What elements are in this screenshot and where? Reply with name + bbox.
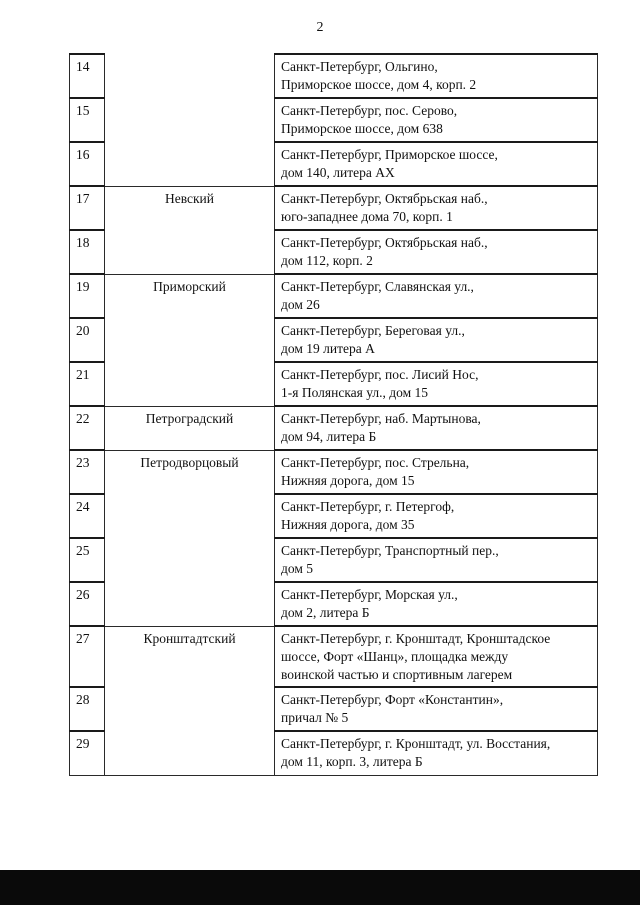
table-row [70,406,598,450]
address-line: Приморское шоссе, дом 4, корп. 2 [281,77,477,92]
address-line: Санкт-Петербург, г. Петергоф, [281,499,455,514]
address-cell [275,406,598,450]
address-table [69,53,598,776]
district-cell [105,494,275,538]
address-table-body [70,54,598,775]
table-row [70,731,598,775]
address-cell [275,538,598,582]
table-row [70,142,598,186]
table-row [70,687,598,731]
district-cell [105,687,275,731]
table-row [70,230,598,274]
address-line: дом 19 литера А [281,341,375,356]
row-number: 20 [70,318,105,362]
row-number: 14 [70,54,105,98]
table-row [70,98,598,142]
address-cell [275,186,598,230]
row-number: 27 [70,626,105,687]
address-line: Санкт-Петербург, Форт «Константин», [281,692,504,707]
address-cell [275,98,598,142]
address-cell [275,494,598,538]
district-cell [105,731,275,775]
address-line: Санкт-Петербург, пос. Серово, [281,103,458,118]
table-row [70,626,598,687]
district-cell [105,98,275,142]
address-cell [275,626,598,687]
address-line: Нижняя дорога, дом 35 [281,517,415,532]
address-line: Санкт-Петербург, Транспортный пер., [281,543,499,558]
table-row [70,494,598,538]
page-number: 2 [316,20,324,35]
address-line: дом 2, литера Б [281,605,370,620]
row-number: 25 [70,538,105,582]
district-cell [105,538,275,582]
address-line: Санкт-Петербург, Славянская ул., [281,279,474,294]
row-number: 29 [70,731,105,775]
district-cell [105,362,275,406]
address-line: Санкт-Петербург, пос. Стрельна, [281,455,470,470]
address-line: воинской частью и спортивным лагерем [281,667,513,682]
address-line: Санкт-Петербург, наб. Мартынова, [281,411,481,426]
table-row [70,274,598,318]
table-row [70,362,598,406]
table-row [70,582,598,626]
table-row [70,318,598,362]
row-number: 16 [70,142,105,186]
row-number: 19 [70,274,105,318]
row-number: 18 [70,230,105,274]
address-line: Санкт-Петербург, Приморское шоссе, [281,147,498,162]
scan-bottom-border [0,870,640,905]
address-line: Санкт-Петербург, Октябрьская наб., [281,191,488,206]
address-cell [275,450,598,494]
row-number: 22 [70,406,105,450]
row-number: 28 [70,687,105,731]
row-number: 26 [70,582,105,626]
address-line: Санкт-Петербург, Морская ул., [281,587,458,602]
address-line: дом 140, литера АХ [281,165,395,180]
district-cell: Петроградский [105,406,275,450]
table-row [70,450,598,494]
address-line: дом 94, литера Б [281,429,377,444]
address-line: Санкт-Петербург, г. Кронштадт, ул. Восстания, [281,736,551,751]
address-line: дом 5 [281,561,314,576]
district-cell [105,318,275,362]
address-line: Нижняя дорога, дом 15 [281,473,415,488]
address-line: дом 11, корп. 3, литера Б [281,754,423,769]
district-cell: Кронштадтский [105,626,275,687]
address-line: дом 26 [281,297,320,312]
address-cell [275,362,598,406]
address-line: дом 112, корп. 2 [281,253,373,268]
address-line: Приморское шоссе, дом 638 [281,121,443,136]
address-line: Санкт-Петербург, Октябрьская наб., [281,235,488,250]
table-row [70,538,598,582]
address-line: причал № 5 [281,710,349,725]
district-cell [105,230,275,274]
address-cell [275,274,598,318]
address-line: Санкт-Петербург, г. Кронштадт, Кронштадское [281,631,551,646]
address-line: Санкт-Петербург, Береговая ул., [281,323,465,338]
address-line: 1-я Полянская ул., дом 15 [281,385,429,400]
address-cell [275,731,598,775]
table-row [70,186,598,230]
address-line: Санкт-Петербург, Ольгино, [281,59,438,74]
table-row [70,54,598,98]
row-number: 24 [70,494,105,538]
address-line: юго-западнее дома 70, корп. 1 [281,209,453,224]
district-cell: Приморский [105,274,275,318]
address-cell [275,318,598,362]
row-number: 23 [70,450,105,494]
address-line: шоссе, Форт «Шанц», площадка между [281,649,509,664]
address-cell [275,687,598,731]
district-cell [105,582,275,626]
district-cell: Петродворцовый [105,450,275,494]
row-number: 15 [70,98,105,142]
address-cell [275,142,598,186]
address-cell [275,54,598,98]
address-cell [275,582,598,626]
district-cell [105,142,275,186]
address-cell [275,230,598,274]
address-line: Санкт-Петербург, пос. Лисий Нос, [281,367,479,382]
district-cell: Невский [105,186,275,230]
row-number: 21 [70,362,105,406]
district-cell [105,54,275,98]
row-number: 17 [70,186,105,230]
